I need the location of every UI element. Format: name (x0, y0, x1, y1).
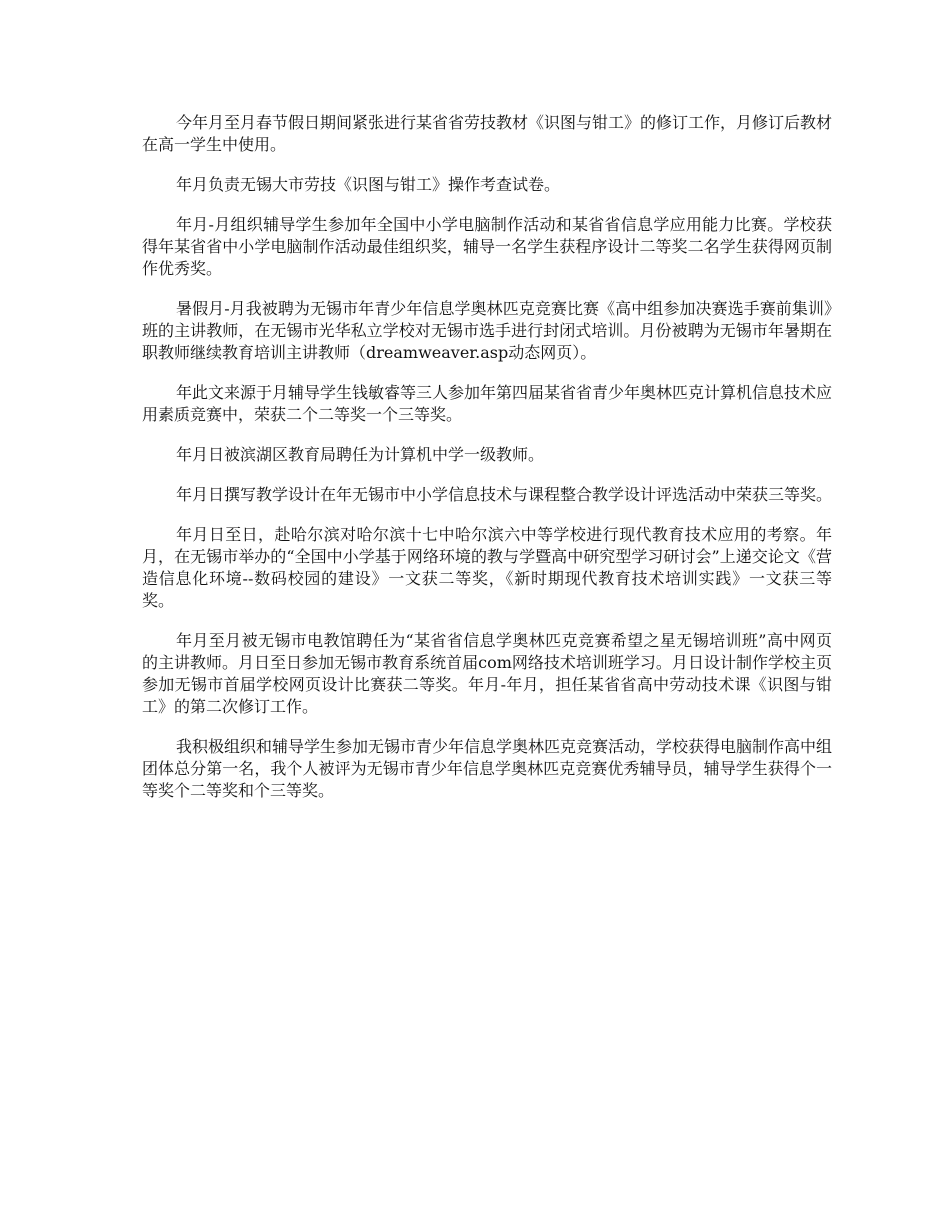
document-body (142, 112, 832, 820)
paragraph-10: 我积极组织和辅导学生参加无锡市青少年信息学奥林匹克竞赛活动，学校获得电脑制作高中组团体总分第一名，我个人被评为无锡市青少年信息学奥林匹克竞赛优秀辅导员，辅导学生获得个一等奖个二等奖和个三等奖。 (142, 737, 833, 800)
paragraph-1: 今年月至月春节假日期间紧张进行某省省劳技教材《识图与钳工》的修订工作，月修订后教材在高一学生中使用。 (142, 113, 833, 154)
paragraph-4: 暑假月-月我被聘为无锡市年青少年信息学奥林匹克竞赛比赛《高中组参加决赛选手赛前集训》班的主讲教师，在无锡市光华私立学校对无锡市选手进行封闭式培训。月份被聘为无锡市年暑期在职教师继续教育培训主讲教师（dreamweaver.asp动态网页）。 (142, 299, 832, 362)
paragraph-7: 年月日撰写教学设计在年无锡市中小学信息技术与课程整合教学设计评选活动中荣获三等奖。 (176, 485, 833, 504)
paragraph-8: 年月日至日，赴哈尔滨对哈尔滨十七中哈尔滨六中等学校进行现代教育技术应用的考察。年月，在无锡市举办的“全国中小学基于网络环境的教与学暨高中研究型学习研讨会”上递交论文《营造信息化环境--数码校园的建设》一文获二等奖，《新时期现代教育技术培训实践》一文获三等奖。 (142, 525, 832, 610)
paragraph-9: 年月至月被无锡市电教馆聘任为“某省省信息学奥林匹克竞赛希望之星无锡培训班”高中网页的主讲教师。月日至日参加无锡市教育系统首届com网络技术培训班学习。月日设计制作学校主页参加无锡市首届学校网页设计比赛获二等奖。年月-年月，担任某省省高中劳动技术课《识图与钳工》的第二次修订工作。 (142, 631, 832, 716)
paragraph-5: 年此文来源于月辅导学生钱敏睿等三人参加年第四届某省省青少年奥林匹克计算机信息技术应用素质竞赛中，荣获二个二等奖一个三等奖。 (142, 383, 833, 424)
paragraph-6: 年月日被滨湖区教育局聘任为计算机中学一级教师。 (176, 445, 545, 464)
paragraph-3: 年月-月组织辅导学生参加年全国中小学电脑制作活动和某省省信息学应用能力比赛。学校获得年某省省中小学电脑制作活动最佳组织奖，辅导一名学生获程序设计二等奖二名学生获得网页制作优秀奖。 (142, 215, 832, 278)
paragraph-2: 年月负责无锡大市劳技《识图与钳工》操作考查试卷。 (176, 175, 561, 194)
